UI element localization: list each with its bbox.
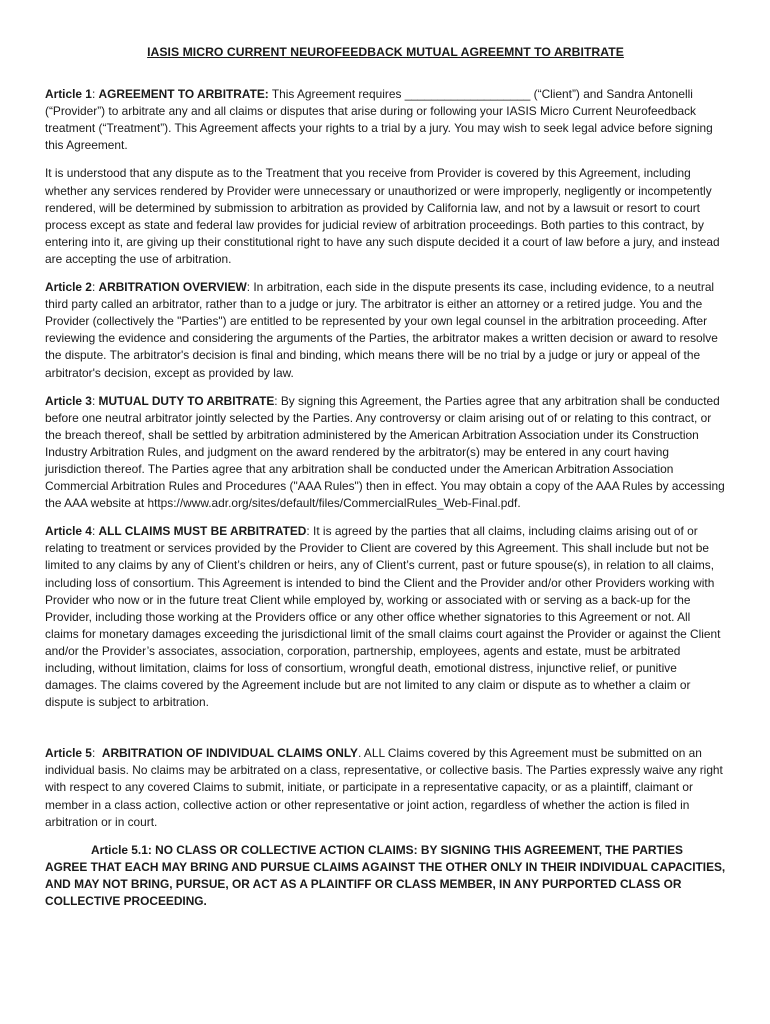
article-5 [45, 745, 726, 830]
article-3 [45, 393, 726, 513]
article-2-label: Article 2 [45, 280, 92, 295]
article-1 [45, 86, 726, 154]
article-4-body: : It is agreed by the parties that all claims, including claims arising out of or relating to treatment or services provided by the Provider to Client are covered by this Agreement. This shall include but not be limited to any claims by any of Client’s children or heirs, any of Client’s current, past or future spouse(s), in relation to all claims, including loss of consortium. This Agreement is intended to bind the Client and the Provider and/or other Providers working with Provider who now or in the future treat Client while employed by, working or associated with or serving as a back-up for the Provider, including those working at the Providers office or any other office whether signatories to this Agreement or not. All claims for monetary damages exceeding the jurisdictional limit of the small claims court against the Provider or against the Client and/or the Provider’s associates, association, corporation, partnership, employees, agents and estate, must be arbitrated including, without limitation, claims for loss of consortium, wrongful death, emotional distress, injunctive relief, or punitive damages. The claims covered by the Agreement include but are not limited to any claim or dispute as to whether a claim or dispute is subject to arbitration. [45, 524, 721, 710]
article-2 [45, 279, 726, 382]
article-5-body: . ALL Claims covered by this Agreement must be submitted on an individual basis. No claims may be arbitrated on a class, representative, or collective basis. The Parties expressly waive any right with respect to any covered Claims to submit, initiate, or participate in a representative capacity, or as a plaintiff, claimant or member in a class action, collective action or other representative or joint action, regardless of whether the action is filed in arbitration or in court. [45, 746, 723, 829]
article-2-separator: : [91, 280, 99, 295]
article-4-heading: ALL CLAIMS MUST BE ARBITRATED [98, 524, 307, 539]
article-1-paragraph-2: It is understood that any dispute as to the Treatment that you receive from Provider is covered by this Agreement, including whether any services rendered by Provider were unnecessary or unauthorized or were improperly, negligently or incompetently rendered, will be determined by submission to arbitration as provided by California law, and not by a lawsuit or resort to court process except as state and federal law provides for judicial review of arbitration proceedings. Both parties to this contract, by entering into it, are giving up their constitutional right to have any such dispute decided it a court of law before a jury, and instead are accepting the use of arbitration. [45, 166, 720, 266]
article-5-1: Article 5.1: NO CLASS OR COLLECTIVE ACTION CLAIMS: BY SIGNING THIS AGREEMENT, THE PARTIES AGREE THAT EACH MAY BRING AND PURSUE CLAIMS AGAINST THE OTHER ONLY IN THEIR INDIVIDUAL CAPACITIES, AND MAY NOT BRING, PURSUE, OR ACT AS A PLAINTIFF OR CLASS MEMBER, IN ANY PURPORTED CLASS OR COLLECTIVE PROCEEDING. [45, 842, 726, 909]
article-3-separator: : [91, 393, 99, 408]
article-1-separator: : [91, 87, 99, 102]
document-title: IASIS MICRO CURRENT NEUROFEEDBACK MUTUAL AGREEMNT TO ARBITRATE [147, 45, 624, 59]
article-3-label: Article 3 [45, 393, 92, 408]
article-5-heading: ARBITRATION OF INDIVIDUAL CLAIMS ONLY [101, 746, 358, 761]
article-1-heading: AGREEMENT TO ARBITRATE: [98, 87, 269, 102]
article-3-body: : By signing this Agreement, the Parties agree that any arbitration shall be conducted before one neutral arbitrator jointly selected by the Parties. Any controversy or claim arising out of or relating to this contract, or the breach thereof, shall be settled by arbitration administered by the American Arbitration Association under its Construction Industry Arbitration Rules, and judgment on the award rendered by the arbitrator(s) may be entered in any court having jurisdiction thereof. The Parties agree that any arbitration shall be conducted under the American Arbitration Association Commercial Arbitration Rules and Procedures ("AAA Rules") then in effect. You may obtain a copy of the AAA Rules by accessing the AAA website at https://www.adr.org/sites/default/files/CommercialRules_Web-Final.pdf. [45, 393, 725, 511]
article-5-separator: : [91, 746, 102, 761]
article-2-body: : In arbitration, each side in the dispute presents its case, including evidence, to a neutral third party called an arbitrator, rather than to a judge or jury. The arbitrator is either an attorney or a retired judge. You and the Provider (collectively the "Parties") are entitled to be represented by your own legal counsel in the arbitration proceeding. After reviewing the evidence and considering the arguments of the Parties, the arbitrator makes a written decision or award to resolve the dispute. The arbitrator's decision is final and binding, which means there will be no trial by a judge or jury or appeal of the arbitrator's decision, except as provided by law. [45, 280, 718, 380]
article-4 [45, 523, 726, 711]
article-3-heading: MUTUAL DUTY TO ARBITRATE [98, 393, 275, 408]
article-1-body: This Agreement requires ___________________ (“Client”) and Sandra Antonelli (“Provider”) to arbitrate any and all claims or disputes that arise during or following your IASIS Micro Current Neurofeedback treatment (“Treatment”). This Agreement affects your rights to a trial by a jury. You may wish to seek legal advice before signing this Agreement. [45, 87, 713, 153]
article-4-separator: : [91, 524, 99, 539]
article-4-label: Article 4 [45, 524, 92, 539]
article-1-label: Article 1 [45, 87, 92, 102]
article-2-heading: ARBITRATION OVERVIEW [98, 280, 247, 295]
article-5-label: Article 5 [45, 746, 92, 761]
